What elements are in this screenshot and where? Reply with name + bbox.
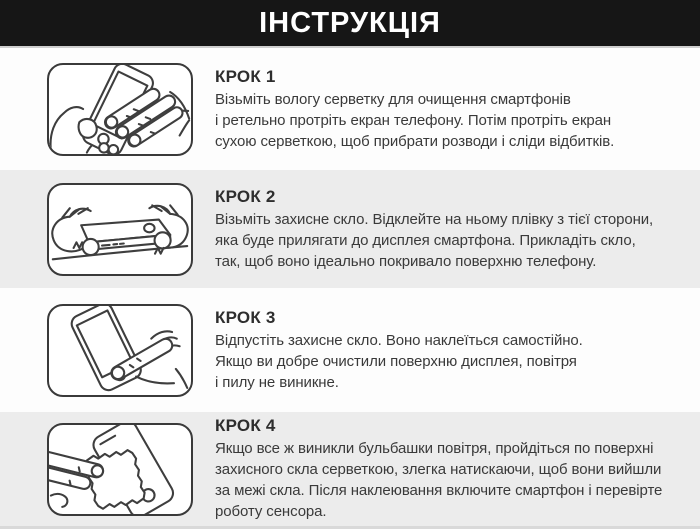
step-3-label: КРОК 3 [215, 307, 276, 327]
step-3-illustration [47, 304, 193, 397]
step-4-label: КРОК 4 [215, 416, 276, 435]
step-4-row [0, 412, 700, 529]
step-3-text [215, 308, 583, 393]
wipe-phone-with-cloth-icon [49, 65, 191, 154]
step-3-row [0, 288, 700, 412]
step-1-line-2: і ретельно протріть екран телефону. Потім протріть екран [215, 111, 612, 129]
title-banner [0, 0, 700, 48]
step-2-illustration [47, 183, 193, 276]
step-3-line-2: Якщо ви добре очистили поверхню дисплея, повітря [215, 352, 577, 370]
step-1-row [0, 48, 700, 170]
step-2-line-2: яка буде прилягати до дисплея смартфона. Прикладіть скло, [215, 231, 636, 249]
step-1-label: КРОК 1 [215, 66, 276, 86]
step-2-text [215, 187, 653, 272]
step-3-line-1: Відпустіть захисне скло. Воно наклеїться самостійно. [215, 331, 583, 349]
step-4-illustration [47, 423, 193, 516]
step-1-illustration [47, 63, 193, 156]
step-4-line-4: роботу сенсора. [215, 503, 327, 520]
step-2-label: КРОК 2 [215, 186, 276, 206]
release-glass-self-adhere-icon [49, 306, 191, 395]
step-4-line-1: Якщо все ж виникли бульбашки повітря, пройдіться по поверхні [215, 440, 654, 457]
step-4-line-3: за межі скла. Після наклеювання включите смартфон і перевірте [215, 482, 663, 499]
step-4-line-2: захисного скла серветкою, злегка натискаючи, щоб вони вийшли [215, 461, 662, 478]
peel-film-and-align-glass-icon [49, 185, 191, 274]
step-1-text [215, 67, 614, 152]
step-2-row [0, 170, 700, 288]
step-4-text [215, 416, 662, 522]
smooth-out-air-bubbles-icon [49, 425, 191, 514]
step-1-line-3: сухою серветкою, щоб прибрати розводи і сліди відбитків. [215, 132, 615, 150]
step-3-line-3: і пилу не виникне. [215, 373, 339, 391]
step-2-line-1: Візьміть захисне скло. Відклейте на ньому плівку з тієї сторони, [215, 210, 654, 228]
step-2-line-3: так, щоб воно ідеально покривало поверхню телефону. [215, 252, 597, 270]
step-1-line-1: Візьміть вологу серветку для очищення смартфонів [215, 90, 571, 108]
page-title: ІНСТРУКЦІЯ [259, 6, 441, 39]
